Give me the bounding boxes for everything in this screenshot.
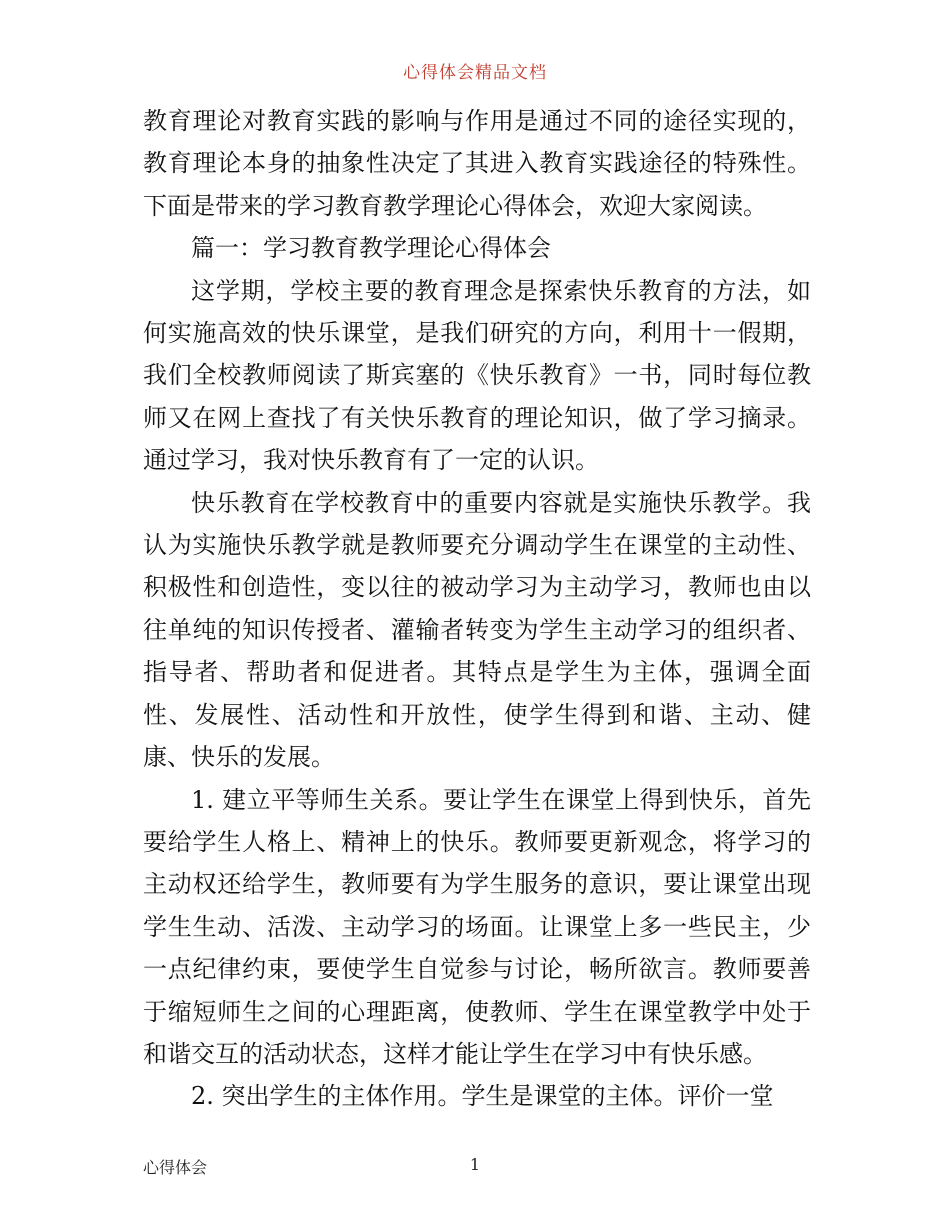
header-title: 心得体会精品文档	[403, 63, 547, 83]
page-number: 1	[469, 1155, 481, 1174]
footer-label: 心得体会	[143, 1158, 208, 1177]
body-paragraph: 快乐教育在学校教育中的重要内容就是实施快乐教学。我认为实施快乐教学就是教师要充分调动学生在课堂的主动性、积极性和创造性，变以往的被动学习为主动学习，教师也由以往单纯的知识传授者、灌输者转变为学生主动学习的组织者、指导者、帮助者和促进者。其特点是学生为主体，强调全面性、发展性、活动性和开放性，使学生得到和谐、主动、健康、快乐的发展。	[143, 488, 811, 772]
section-heading: 篇一：学习教育教学理论心得体会	[191, 234, 551, 263]
intro-paragraph: 教育理论对教育实践的影响与作用是通过不同的途径实现的，教育理论本身的抽象性决定了其进入教育实践途径的特殊性。下面是带来的学习教育教学理论心得体会，欢迎大家阅读。	[143, 107, 811, 220]
list-item-paragraph: 2. 突出学生的主体作用。学生是课堂的主体。评价一堂	[191, 1082, 774, 1111]
body-paragraph: 这学期，学校主要的教育理念是探索快乐教育的方法，如何实施高效的快乐课堂，是我们研究的方向，利用十一假期，我们全校教师阅读了斯宾塞的《快乐教育》一书，同时每位教师又在网上查找了有关快乐教育的理论知识，做了学习摘录。通过学习，我对快乐教育有了一定的认识。	[143, 276, 811, 475]
document-body	[143, 100, 811, 1118]
list-item-paragraph: 1. 建立平等师生关系。要让学生在课堂上得到快乐，首先要给学生人格上、精神上的快乐。教师要更新观念，将学习的主动权还给学生，教师要有为学生服务的意识，要让课堂出现学生生动、活泼、主动学习的场面。让课堂上多一些民主，少一点纪律约束，要使学生自觉参与讨论，畅所欲言。教师要善于缩短师生之间的心理距离，使教师、学生在课堂教学中处于和谐交互的活动状态，这样才能让学生在学习中有快乐感。	[143, 785, 811, 1068]
